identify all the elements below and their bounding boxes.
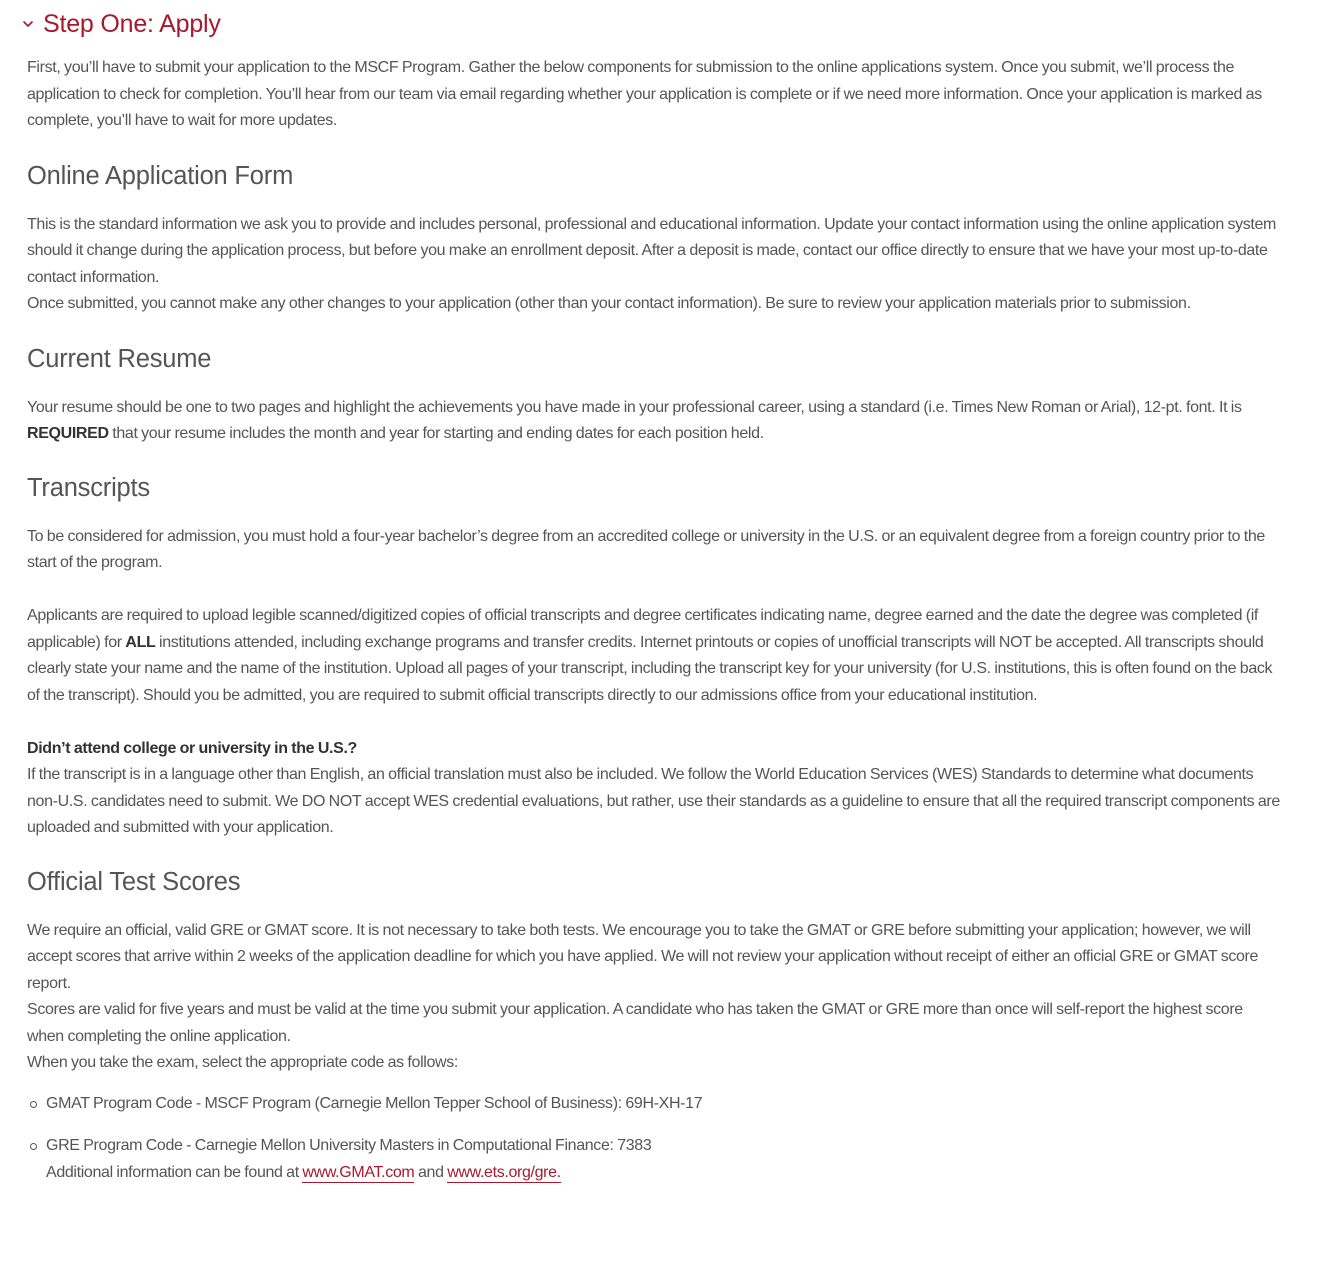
section-heading-online-application-form: Online Application Form	[27, 161, 294, 190]
step-one-accordion-toggle[interactable]	[22, 0, 1280, 48]
resume-paragraph	[27, 395, 1280, 448]
non-us-subheading-paragraph	[27, 736, 1280, 763]
section-heading-official-test-scores: Official Test Scores	[27, 867, 241, 896]
ets-gre-website-link[interactable]: www.ets.org/gre.	[447, 1163, 561, 1181]
list-item-gmat-code	[27, 1091, 1280, 1118]
gre-code-text: GRE Program Code - Carnegie Mellon University Masters in Computational Finance: 7383	[46, 1137, 652, 1154]
test-scores-paragraph: Scores are valid for five years and must be valid at the time you submit your application. A candidate who has taken the GMAT or GRE more than once will self-report the highest score when completing the online application.	[27, 1001, 1243, 1045]
transcripts-all-emphasis: ALL	[125, 633, 156, 651]
online-form-paragraph: This is the standard information we ask you to provide and includes personal, professional and educational information. Update your contact information using the online application system should it change during the application process, but before you make an enrollment deposit. After a deposit is made, contact our office directly to ensure that we have your most up-to-date contact information.	[27, 215, 1277, 286]
section-heading-transcripts: Transcripts	[27, 473, 150, 502]
transcripts-text: institutions attended, including exchange programs and transfer credits. Internet printouts or copies of unofficial transcripts will NOT be accepted. All transcripts should clearly state your name and the name of the institution. Upload all pages of your transcript, including the transcript key for your university (for U.S. institutions, this is often found on the back of the transcript). Should you be admitted, you are required to submit official transcripts directly to our admissions office from your educational institution.	[27, 633, 1273, 704]
additional-info-text	[46, 1160, 1280, 1187]
gmat-website-link[interactable]: www.GMAT.com	[302, 1163, 415, 1181]
additional-info-prefix: Additional information can be found at	[46, 1163, 303, 1181]
list-item-gre-code	[27, 1133, 1280, 1186]
resume-required-emphasis: REQUIRED	[27, 425, 109, 442]
test-scores-paragraph: We require an official, valid GRE or GMAT score. It is not necessary to take both tests. We encourage you to take the GMAT or GRE before submitting your application; however, we will accept scores that arrive within 2 weeks of the application deadline for which you have applied. We will not review your application without receipt of either an official GRE or GMAT score report.	[27, 921, 1259, 992]
online-form-paragraph: Once submitted, you cannot make any other changes to your application (other than your contact information). Be sure to review your application materials prior to submission.	[27, 295, 1191, 312]
section-heading-current-resume: Current Resume	[27, 344, 212, 373]
program-codes-list	[27, 1091, 1280, 1187]
non-us-subheading: Didn’t attend college or university in the U.S.?	[27, 739, 357, 757]
resume-text: Your resume should be one to two pages and highlight the achievements you have made in your professional career, using a standard (i.e. Times New Roman or Arial), 12-pt. font. It is	[27, 398, 1242, 416]
step-title: Step One: Apply	[43, 9, 221, 38]
transcripts-paragraph	[27, 603, 1280, 709]
transcripts-text: Applicants are required to upload legible scanned/digitized copies of official transcripts and degree certificates indicating name, degree earned and the date the degree was completed (if applicable) for	[27, 607, 1259, 651]
additional-info-conjunction: and	[414, 1163, 448, 1181]
bullet-circle-icon	[30, 1101, 37, 1108]
step-intro-text: First, you’ll have to submit your application to the MSCF Program. Gather the below components for submission to the online applications system. Once you submit, we’ll process the application to check for completion. You’ll hear from our team via email regarding whether your application is complete or if we need more information. Once your application is marked as complete, you’ll have to wait for more updates.	[27, 59, 1262, 129]
resume-text: that your resume includes the month and year for starting and ending dates for each position held.	[108, 425, 764, 442]
bullet-circle-icon	[30, 1143, 37, 1150]
chevron-down-icon	[22, 17, 34, 29]
test-scores-paragraph: When you take the exam, select the appropriate code as follows:	[27, 1054, 458, 1071]
transcripts-paragraph: To be considered for admission, you must hold a four-year bachelor’s degree from an accredited college or university in the U.S. or an equivalent degree from a foreign country prior to the start of the program.	[27, 527, 1265, 571]
non-us-paragraph: If the transcript is in a language other than English, an official translation must also be included. We follow the World Education Services (WES) Standards to determine what documents non-U.S. candidates need to submit. We DO NOT accept WES credential evaluations, but rather, use their standards as a guideline to ensure that all the required transcript components are uploaded and submitted with your application.	[27, 766, 1280, 836]
gmat-code-text: GMAT Program Code - MSCF Program (Carnegie Mellon Tepper School of Business): 69H-XH-17	[46, 1094, 703, 1112]
